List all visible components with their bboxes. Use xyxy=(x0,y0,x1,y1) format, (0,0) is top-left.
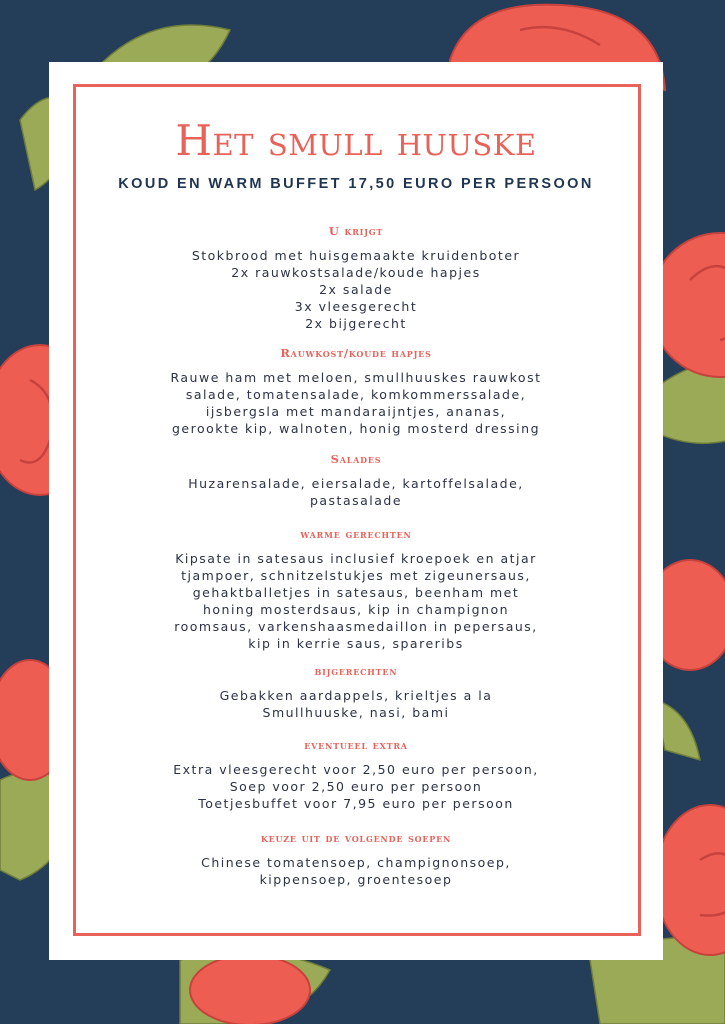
menu-line: gerookte kip, walnoten, honig mosterd dressing xyxy=(171,421,541,436)
menu-line: Gebakken aardappels, krieltjes a la xyxy=(219,688,493,703)
menu-line: ijsbergsla met mandaraijntjes, ananas, xyxy=(205,404,507,419)
menu-line: tjampoer, schnitzelstukjes met zigeunersaus, xyxy=(181,568,531,583)
menu-line: 2x salade xyxy=(319,282,393,297)
menu-line: Chinese tomatensoep, champignonsoep, xyxy=(201,855,511,870)
menu-line: honing mosterdsaus, kip in champignon xyxy=(202,602,510,617)
menu-line: Smullhuuske, nasi, bami xyxy=(262,705,450,720)
menu-line: Toetjesbuffet voor 7,95 euro per persoon xyxy=(198,796,514,811)
section-body xyxy=(49,854,663,888)
menu-line: 2x bijgerecht xyxy=(305,316,407,331)
menu-line: salade, tomatensalade, komkommerssalade, xyxy=(185,387,527,402)
section-heading: Rauwkost/koude hapjes xyxy=(280,346,432,360)
menu-line: kippensoep, groentesoep xyxy=(259,872,453,887)
menu-line: Soep voor 2,50 euro per persoon xyxy=(229,779,483,794)
section-body xyxy=(49,475,663,509)
menu-line: Huzarensalade, eiersalade, kartoffelsalade, xyxy=(188,476,524,491)
section-heading: U krijgt xyxy=(328,224,384,238)
menu-line: roomsaus, varkenshaasmedaillon in pepersaus, xyxy=(174,619,538,634)
section-body xyxy=(49,761,663,812)
section-body xyxy=(49,550,663,652)
section-heading: eventueel extra xyxy=(304,738,408,752)
menu-title: Het smull huuske xyxy=(175,116,537,165)
menu-line: pastasalade xyxy=(309,493,403,508)
menu-line: Stokbrood met huisgemaakte kruidenboter xyxy=(191,248,521,263)
section-heading: keuze uit de volgende soepen xyxy=(260,831,452,845)
section-heading: Salades xyxy=(330,452,382,466)
section-body xyxy=(49,369,663,437)
menu-line: gehaktballetjes in satesaus, beenham met xyxy=(192,585,520,600)
menu-line: 2x rauwkostsalade/koude hapjes xyxy=(231,265,481,280)
section-body xyxy=(49,687,663,721)
menu-subtitle: KOUD EN WARM BUFFET 17,50 EURO PER PERSOON xyxy=(118,176,594,192)
rose-decoration xyxy=(655,805,725,955)
menu-line: kip in kerrie saus, spareribs xyxy=(248,636,464,651)
menu-line: Kipsate in satesaus inclusief kroepoek en atjar xyxy=(175,551,537,566)
menu-line: Rauwe ham met meloen, smullhuuskes rauwkost xyxy=(170,370,542,385)
section-heading: warme gerechten xyxy=(300,527,412,541)
menu-line: 3x vleesgerecht xyxy=(294,299,418,314)
menu-card xyxy=(49,62,663,960)
rose-decoration xyxy=(190,955,310,1024)
section-heading: bijgerechten xyxy=(314,664,398,678)
menu-line: Extra vleesgerecht voor 2,50 euro per persoon, xyxy=(173,762,539,777)
section-body xyxy=(49,247,663,332)
